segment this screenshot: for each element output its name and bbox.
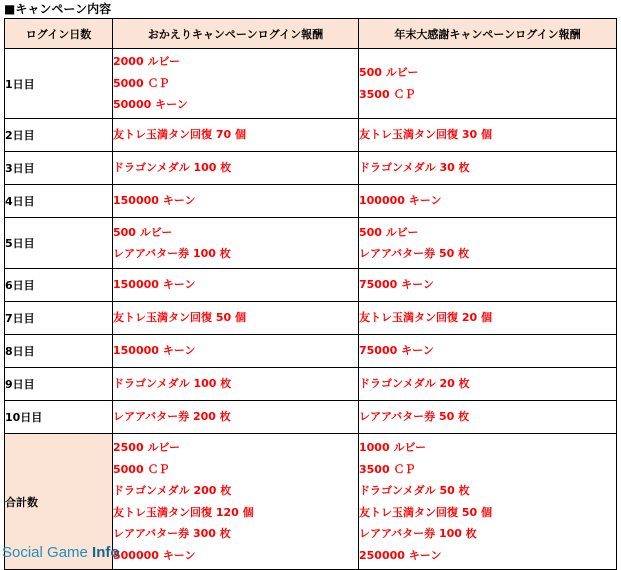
day-cell: 4日目 [5, 185, 113, 218]
reward-line: 友トレ玉満タン回復 120 個 [113, 505, 254, 519]
day-cell: 7日目 [5, 302, 113, 335]
reward-line: 友トレ玉満タン回復 20 個 [359, 311, 492, 325]
okaeri-reward-cell [113, 218, 359, 269]
watermark-text-bold: Info [92, 544, 120, 561]
reward-line: ドラゴンメダル 100 枚 [113, 161, 232, 175]
reward-line: ドラゴンメダル 30 枚 [359, 161, 470, 175]
watermark-text: Social Game [2, 544, 93, 561]
reward-line: ドラゴンメダル 50 枚 [359, 484, 470, 497]
reward-line: 2000 ルビー [113, 55, 181, 69]
reward-line: 3500 ＣＰ [359, 462, 416, 476]
okaeri-reward-cell [113, 302, 359, 335]
reward-line: 250000 キーン [359, 548, 442, 562]
reward-line: ドラゴンメダル 200 枚 [113, 484, 232, 497]
reward-line: 3500 ＣＰ [359, 87, 416, 101]
day-cell: 6日目 [5, 269, 113, 302]
table-row [5, 218, 617, 269]
reward-line: 友トレ玉満タン回復 30 個 [359, 128, 492, 142]
okaeri-total-cell [113, 434, 359, 570]
table-row [5, 119, 617, 152]
table-row [5, 185, 617, 218]
table-row [5, 401, 617, 434]
day-cell: 9日目 [5, 368, 113, 401]
header-login-days: ログイン日数 [5, 19, 113, 49]
day-cell: 3日目 [5, 152, 113, 185]
table-row [5, 335, 617, 368]
watermark-logo [2, 544, 120, 562]
reward-line: 友トレ玉満タン回復 50 個 [113, 311, 246, 325]
okaeri-reward-cell [113, 401, 359, 434]
table-row [5, 49, 617, 119]
total-label-cell: 合計数 [5, 434, 113, 570]
okaeri-reward-cell [113, 49, 359, 119]
reward-line: レアアバター券 100 枚 [113, 247, 231, 260]
reward-line: 150000 キーン [113, 344, 196, 358]
day-cell: 8日目 [5, 335, 113, 368]
day-cell: 2日目 [5, 119, 113, 152]
reward-line: 150000 キーン [113, 278, 196, 292]
nenmatsu-reward-cell [359, 119, 617, 152]
nenmatsu-reward-cell [359, 152, 617, 185]
okaeri-reward-cell [113, 269, 359, 302]
reward-line: 50000 キーン [113, 98, 188, 112]
reward-line: 友トレ玉満タン回復 70 個 [113, 128, 246, 142]
campaign-rewards-table [4, 18, 617, 570]
nenmatsu-reward-cell [359, 185, 617, 218]
reward-line: 500 ルビー [359, 225, 419, 239]
reward-line: ドラゴンメダル 100 枚 [113, 377, 232, 391]
table-body [5, 49, 617, 570]
nenmatsu-reward-cell [359, 302, 617, 335]
header-nenmatsu-reward: 年末大感謝キャンペーンログイン報酬 [359, 19, 617, 49]
header-okaeri-reward: おかえりキャンペーンログイン報酬 [113, 19, 359, 49]
reward-line: レアアバター券 100 枚 [359, 527, 477, 540]
reward-line: 150000 キーン [113, 194, 196, 208]
day-cell: 5日目 [5, 218, 113, 269]
okaeri-reward-cell [113, 368, 359, 401]
reward-line: レアアバター券 200 枚 [113, 410, 231, 424]
header-row [5, 19, 617, 49]
okaeri-reward-cell [113, 119, 359, 152]
okaeri-reward-cell [113, 335, 359, 368]
table-row [5, 368, 617, 401]
table-row [5, 302, 617, 335]
day-cell: 1日目 [5, 49, 113, 119]
nenmatsu-reward-cell [359, 269, 617, 302]
reward-line: 500 ルビー [113, 225, 173, 239]
okaeri-reward-cell [113, 152, 359, 185]
reward-line: 友トレ玉満タン回復 50 個 [359, 505, 492, 519]
day-cell: 10日目 [5, 401, 113, 434]
reward-line: レアアバター券 50 枚 [359, 410, 470, 424]
reward-line: 75000 キーン [359, 344, 434, 358]
nenmatsu-reward-cell [359, 49, 617, 119]
reward-line: 500 ルビー [359, 66, 419, 79]
nenmatsu-reward-cell [359, 368, 617, 401]
reward-line: ドラゴンメダル 20 枚 [359, 377, 470, 391]
reward-line: 5000 ＣＰ [113, 462, 170, 476]
section-heading: ■キャンペーン内容 [4, 2, 112, 16]
okaeri-reward-cell [113, 185, 359, 218]
nenmatsu-reward-cell [359, 218, 617, 269]
reward-line: 2500 ルビー [113, 441, 181, 454]
reward-line: 500000 キーン [113, 548, 196, 562]
nenmatsu-reward-cell [359, 335, 617, 368]
reward-line: レアアバター券 300 枚 [113, 527, 231, 540]
reward-line: 5000 ＣＰ [113, 76, 170, 90]
table-row [5, 269, 617, 302]
reward-line: レアアバター券 50 枚 [359, 247, 470, 260]
reward-line: 100000 キーン [359, 194, 442, 208]
nenmatsu-total-cell [359, 434, 617, 570]
reward-line: 1000 ルビー [359, 441, 427, 454]
nenmatsu-reward-cell [359, 401, 617, 434]
reward-line: 75000 キーン [359, 278, 434, 292]
table-row [5, 152, 617, 185]
